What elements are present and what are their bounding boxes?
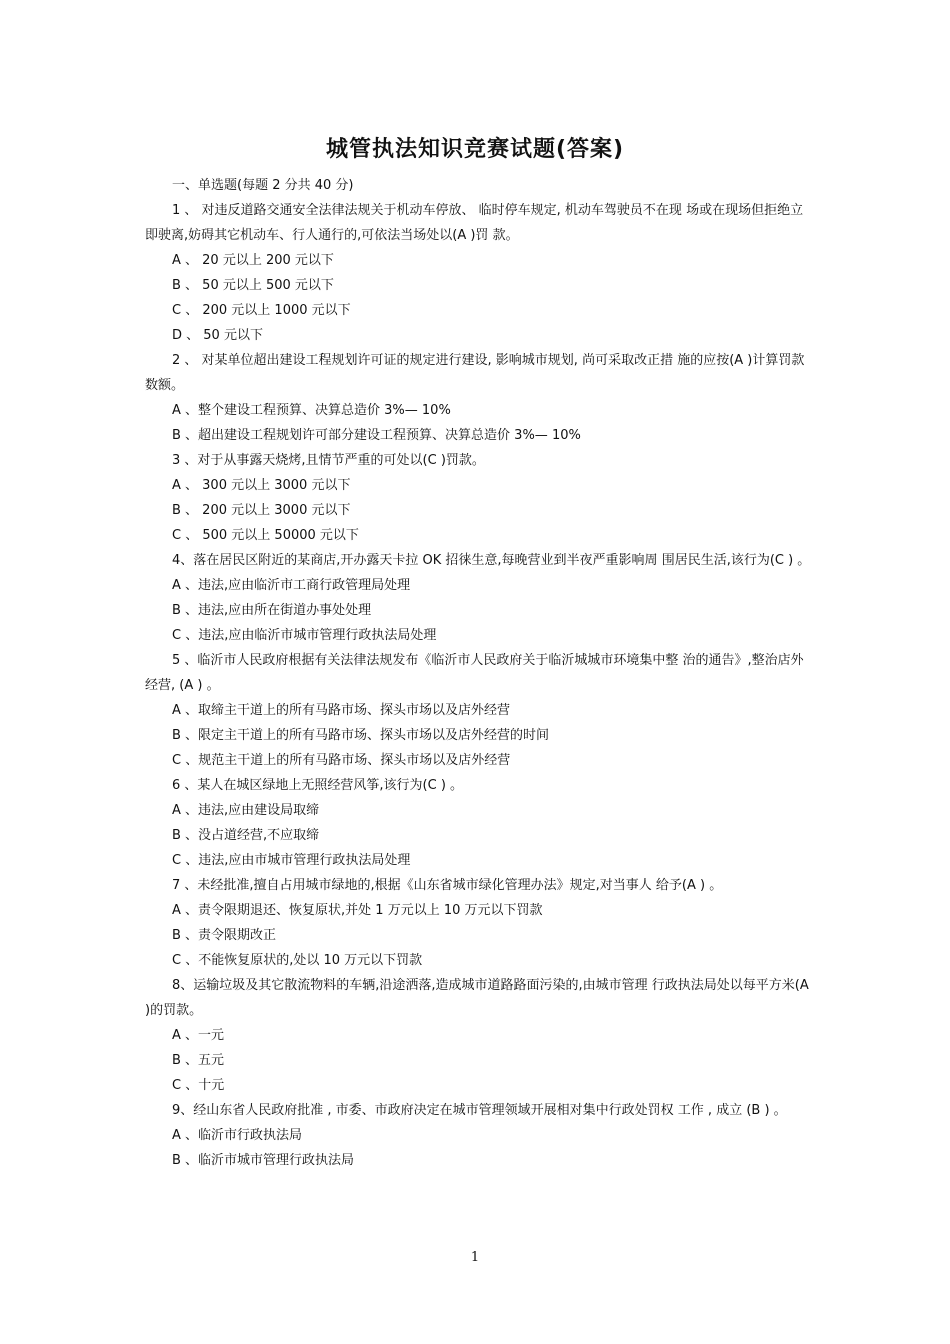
question-option: A 、一元	[172, 1028, 225, 1043]
document-body	[145, 173, 813, 1173]
question-option: A 、临沂市行政执法局	[172, 1128, 303, 1143]
question-option: A 、违法,应由临沂市工商行政管理局处理	[172, 578, 411, 593]
question-option: A 、整个建设工程预算、决算总造价 3%— 10%	[172, 403, 451, 418]
question-option: B 、责令限期改正	[172, 928, 277, 943]
question-option: A 、取缔主干道上的所有马路市场、探头市场以及店外经营	[172, 703, 511, 718]
question-option: C 、违法,应由市城市管理行政执法局处理	[172, 853, 411, 868]
question-option: D 、 50 元以下	[172, 328, 263, 343]
question-stem: 5 、临沂市人民政府根据有关法律法规发布《临沂市人民政府关于临沂城城市环境集中整 治的通告》,整治店外经营, (A ) 。	[145, 653, 804, 693]
question-option: B 、违法,应由所在街道办事处处理	[172, 603, 372, 618]
question-option: A 、责令限期退还、恢复原状,并处 1 万元以上 10 万元以下罚款	[172, 903, 543, 918]
question-option: B 、超出建设工程规划许可部分建设工程预算、决算总造价 3%— 10%	[172, 428, 581, 443]
question-option: C 、不能恢复原状的,处以 10 万元以下罚款	[172, 953, 423, 968]
question-option: B 、限定主干道上的所有马路市场、探头市场以及店外经营的时间	[172, 728, 550, 743]
question-stem: 8、运输垃圾及其它散流物料的车辆,沿途洒落,造成城市道路路面污染的,由城市管理 行政执法局处以每平方米(A )的罚款。	[145, 978, 809, 1018]
question-stem: 6 、某人在城区绿地上无照经营风筝,该行为(C ) 。	[172, 778, 464, 793]
question-option: C 、规范主干道上的所有马路市场、探头市场以及店外经营	[172, 753, 511, 768]
question-stem: 9、经山东省人民政府批准 , 市委、市政府决定在城市管理领域开展相对集中行政处罚权 工作 , 成立 (B ) 。	[172, 1103, 787, 1118]
document-title: 城管执法知识竞赛试题(答案)	[325, 137, 625, 162]
question-stem: 2 、 对某单位超出建设工程规划许可证的规定进行建设, 影响城市规划, 尚可采取改正措 施的应按(A )计算罚款数额。	[145, 353, 805, 393]
page-number: 1	[470, 1250, 480, 1265]
question-option: A 、违法,应由建设局取缔	[172, 803, 320, 818]
question-option: B 、临沂市城市管理行政执法局	[172, 1153, 355, 1168]
question-option: C 、十元	[172, 1078, 225, 1093]
question-option: C 、违法,应由临沂市城市管理行政执法局处理	[172, 628, 437, 643]
question-option: A 、 300 元以上 3000 元以下	[172, 478, 351, 493]
question-option: C 、 500 元以上 50000 元以下	[172, 528, 359, 543]
question-option: A 、 20 元以上 200 元以下	[172, 253, 334, 268]
question-option: B 、 50 元以上 500 元以下	[172, 278, 334, 293]
question-option: C 、 200 元以上 1000 元以下	[172, 303, 351, 318]
question-stem: 4、落在居民区附近的某商店,开办露天卡拉 OK 招徕生意,每晚营业到半夜严重影响周 围居民生活,该行为(C ) 。	[172, 553, 811, 568]
question-stem: 1 、 对违反道路交通安全法律法规关于机动车停放、 临时停车规定, 机动车驾驶员不在现 场或在现场但拒绝立即驶离,妨碍其它机动车、行人通行的,可依法当场处以(A )罚 款。	[145, 203, 804, 243]
question-stem: 7 、未经批准,擅自占用城市绿地的,根据《山东省城市绿化管理办法》规定,对当事人 给予(A ) 。	[172, 878, 723, 893]
question-option: B 、没占道经营,不应取缔	[172, 828, 320, 843]
section-heading: 一、单选题(每题 2 分共 40 分)	[172, 178, 354, 193]
question-option: B 、五元	[172, 1053, 225, 1068]
question-stem: 3 、对于从事露天烧烤,且情节严重的可处以(C )罚款。	[172, 453, 485, 468]
question-option: B 、 200 元以上 3000 元以下	[172, 503, 351, 518]
